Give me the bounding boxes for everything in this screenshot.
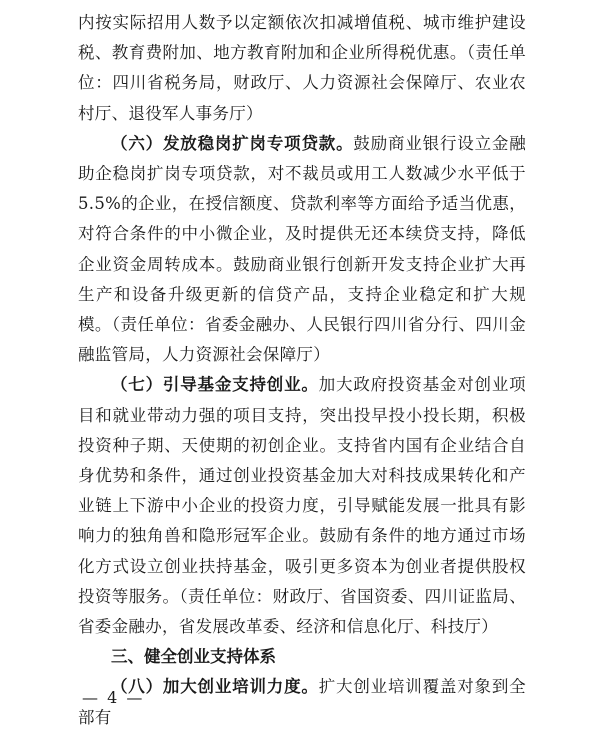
paragraph-section-6 [78, 129, 526, 371]
paragraph-continued: 内按实际招用人数予以定额依次扣减增值税、城市维护建设税、教育费附加、地方教育附加和企业所得税优惠。（责任单位：四川省税务局，财政厅、人力资源社会保障厅、农业农村厅、退役军人事务厅） [78, 13, 526, 123]
section-8-title: （八）加大创业培训力度。 [111, 677, 319, 697]
section-6-title: （六）发放稳岗扩岗专项贷款。 [111, 133, 354, 153]
section-8-body: 扩大创业培训覆盖对象到全部有 [78, 677, 526, 727]
section-6-body: 鼓励商业银行设立金融助企稳岗扩岗专项贷款，对不裁员或用工人数减少水平低于5.5%的企业，在授信额度、贷款利率等方面给予适当优惠，对符合条件的中小微企业，及时提供无还本续贷支持，降低企业资金周转成本。鼓励商业银行创新开发支持企业扩大再生产和设备升级更新的信贷产品，支持企业稳定和扩大规模。（责任单位：省委金融办、人民银行四川省分行、四川金融监管局，人力资源社会保障厅） [78, 133, 527, 365]
paragraph-section-7 [78, 370, 526, 642]
section-7-title: （七）引导基金支持创业。 [111, 375, 319, 395]
section-heading-3: 三、健全创业支持体系 [111, 647, 276, 667]
document-page [78, 8, 526, 733]
paragraph-section-8 [78, 672, 526, 732]
section-7-body: 加大政府投资基金对创业项目和就业带动力强的项目支持，突出投早投小投长期，积极投资种子期、天使期的初创企业。支持省内国有企业结合自身优势和条件，通过创业投资基金加大对科技成果转化和产业链上下游中小企业的投资力度，引导赋能发展一批具有影响力的独角兽和隐形冠军企业。鼓励有条件的地方通过市场化方式设立创业扶持基金，吸引更多资本为创业者提供股权投资等服务。（责任单位：财政厅、省国资委、四川证监局、省委金融办，省发展改革委、经济和信息化厅、科技厅） [78, 375, 526, 637]
page-number: — 4 — [82, 688, 145, 707]
